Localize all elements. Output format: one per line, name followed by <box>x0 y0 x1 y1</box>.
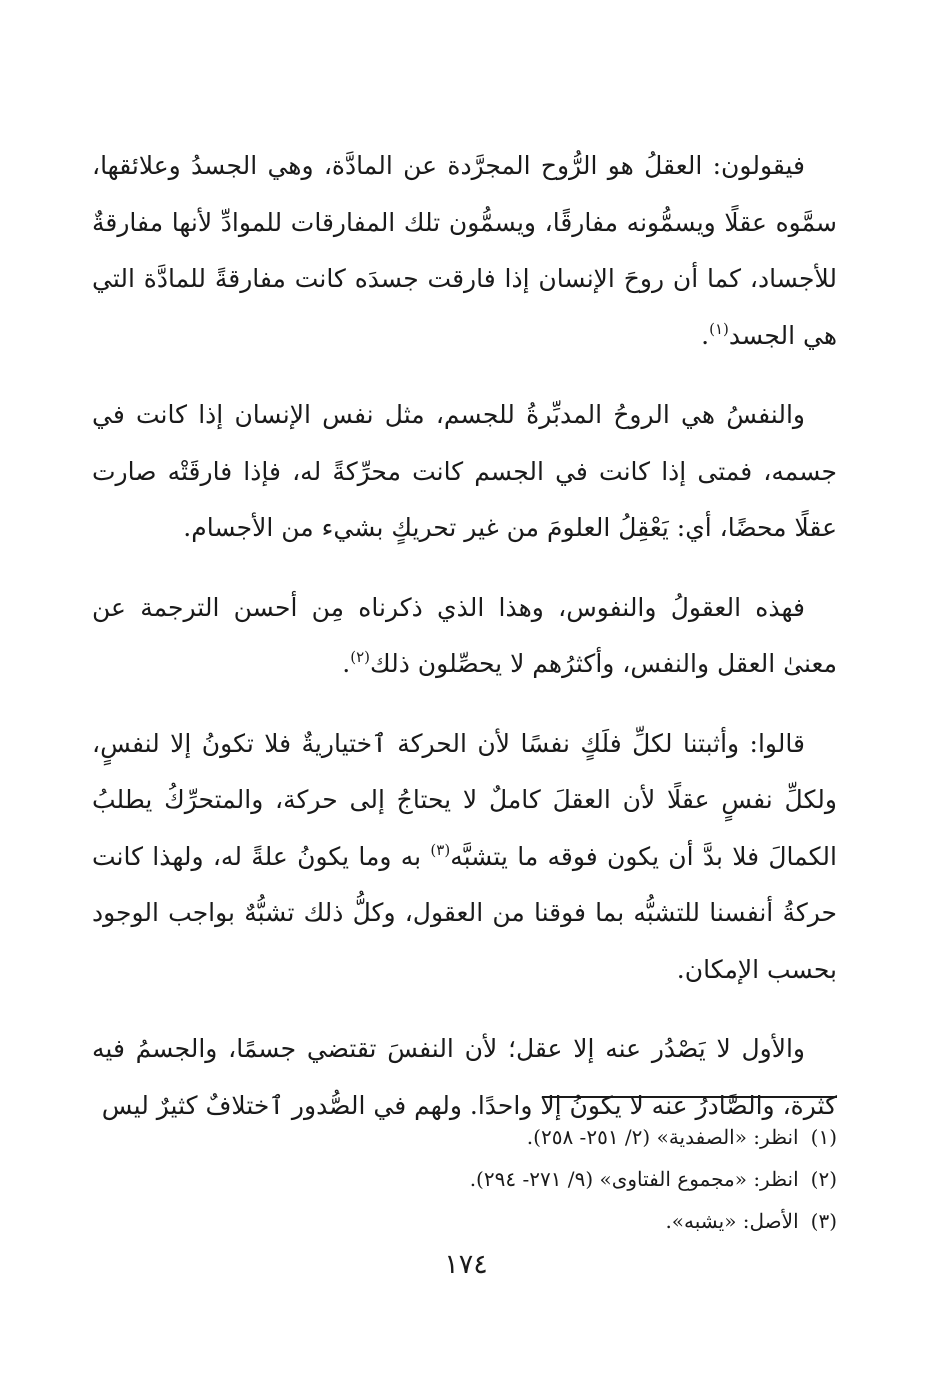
footnote-3-text: الأصل: «يشبه». <box>665 1209 799 1233</box>
footnote-1-text: انظر: «الصفدية» (٢/ ٢٥١- ٢٥٨). <box>526 1125 799 1149</box>
paragraph-4-tail: به وما يكونُ علةً له، ولهذا كانت حركةُ أنفسنا للتشبُّه بما فوقنا من العقول، وكلُّ ذلك تشبُّهٌ بواجب الوجود بحسب الإمكان. <box>92 841 837 984</box>
footnotes <box>92 1116 837 1242</box>
paragraph-1-text: فيقولون: العقلُ هو الرُّوح المجرَّدة عن المادَّة، وهي الجسدُ وعلائقها، سمَّوه عقلًا ويسمُّونه مفارقًا، ويسمُّون تلك المفارقات للموادِّ لأنها مفارقةٌ للأجساد، كما أن روحَ الإنسان إذا فارقت جسدَه كانت مفارقةً للمادَّة التي هي الجسد <box>92 151 837 350</box>
footnote-3 <box>92 1200 837 1242</box>
footnote-1 <box>92 1116 837 1158</box>
paragraph-3-text: فهذه العقولُ والنفوس، وهذا الذي ذكرناه مِن أحسن الترجمة عن معنىٰ العقل والنفس، وأكثرُهم لا يحصِّلون ذلك <box>92 592 837 678</box>
paragraph-3 <box>92 580 837 693</box>
footnote-2-text: انظر: «مجموع الفتاوى» (٩/ ٢٧١- ٢٩٤). <box>469 1167 799 1191</box>
footnote-ref-3: (٣) <box>430 840 451 859</box>
footnote-2 <box>92 1158 837 1200</box>
footnote-ref-2: (٢) <box>350 648 371 666</box>
paragraph-4-text: قالوا: وأثبتنا لكلِّ فلَكٍ نفسًا لأن الحركة ٱختياريةٌ فلا تكونُ إلا لنفسٍ، ولكلِّ نفسٍ عقلًا لأن العقلَ كاملٌ لا يحتاجُ إلى حركة، والمتحرِّكُ يطلبُ الكمالَ فلا بدَّ أن يكون فوقه ما يتشبَّه <box>92 728 837 871</box>
footnote-divider <box>542 1096 837 1098</box>
footnote-1-number: (١) <box>810 1125 837 1149</box>
paragraph-2 <box>92 387 837 557</box>
paragraph-1-tail: . <box>701 320 710 350</box>
footnote-3-number: (٣) <box>810 1209 837 1233</box>
paragraph-2-text: والنفسُ هي الروحُ المدبِّرةُ للجسم، مثل نفس الإنسان إذا كانت في جسمه، فمتى إذا كانت في الجسم كانت محرِّكةً له، فإذا فارقَتْه صارت عقلًا محضًا، أي: يَعْقِلُ العلومَ من غير تحريكٍ بشيء من الأجسام. <box>92 400 837 542</box>
paragraph-1 <box>92 138 837 364</box>
paragraph-4 <box>92 716 837 999</box>
page-number: ١٧٤ <box>444 1249 488 1280</box>
footnote-ref-1: (١) <box>709 319 729 338</box>
main-text <box>92 138 837 1157</box>
paragraph-3-tail: . <box>342 649 351 678</box>
paragraph-5-text: والأول لا يَصْدُر عنه إلا عقل؛ لأن النفسَ تقتضي جسمًا، والجسمُ فيه كثرة، والصَّادرُ عنه لا يكونُ إلا واحدًا. ولهم في الصُّدور ٱختلافٌ كثيرٌ ليس <box>92 1034 837 1120</box>
footnote-2-number: (٢) <box>810 1167 837 1191</box>
